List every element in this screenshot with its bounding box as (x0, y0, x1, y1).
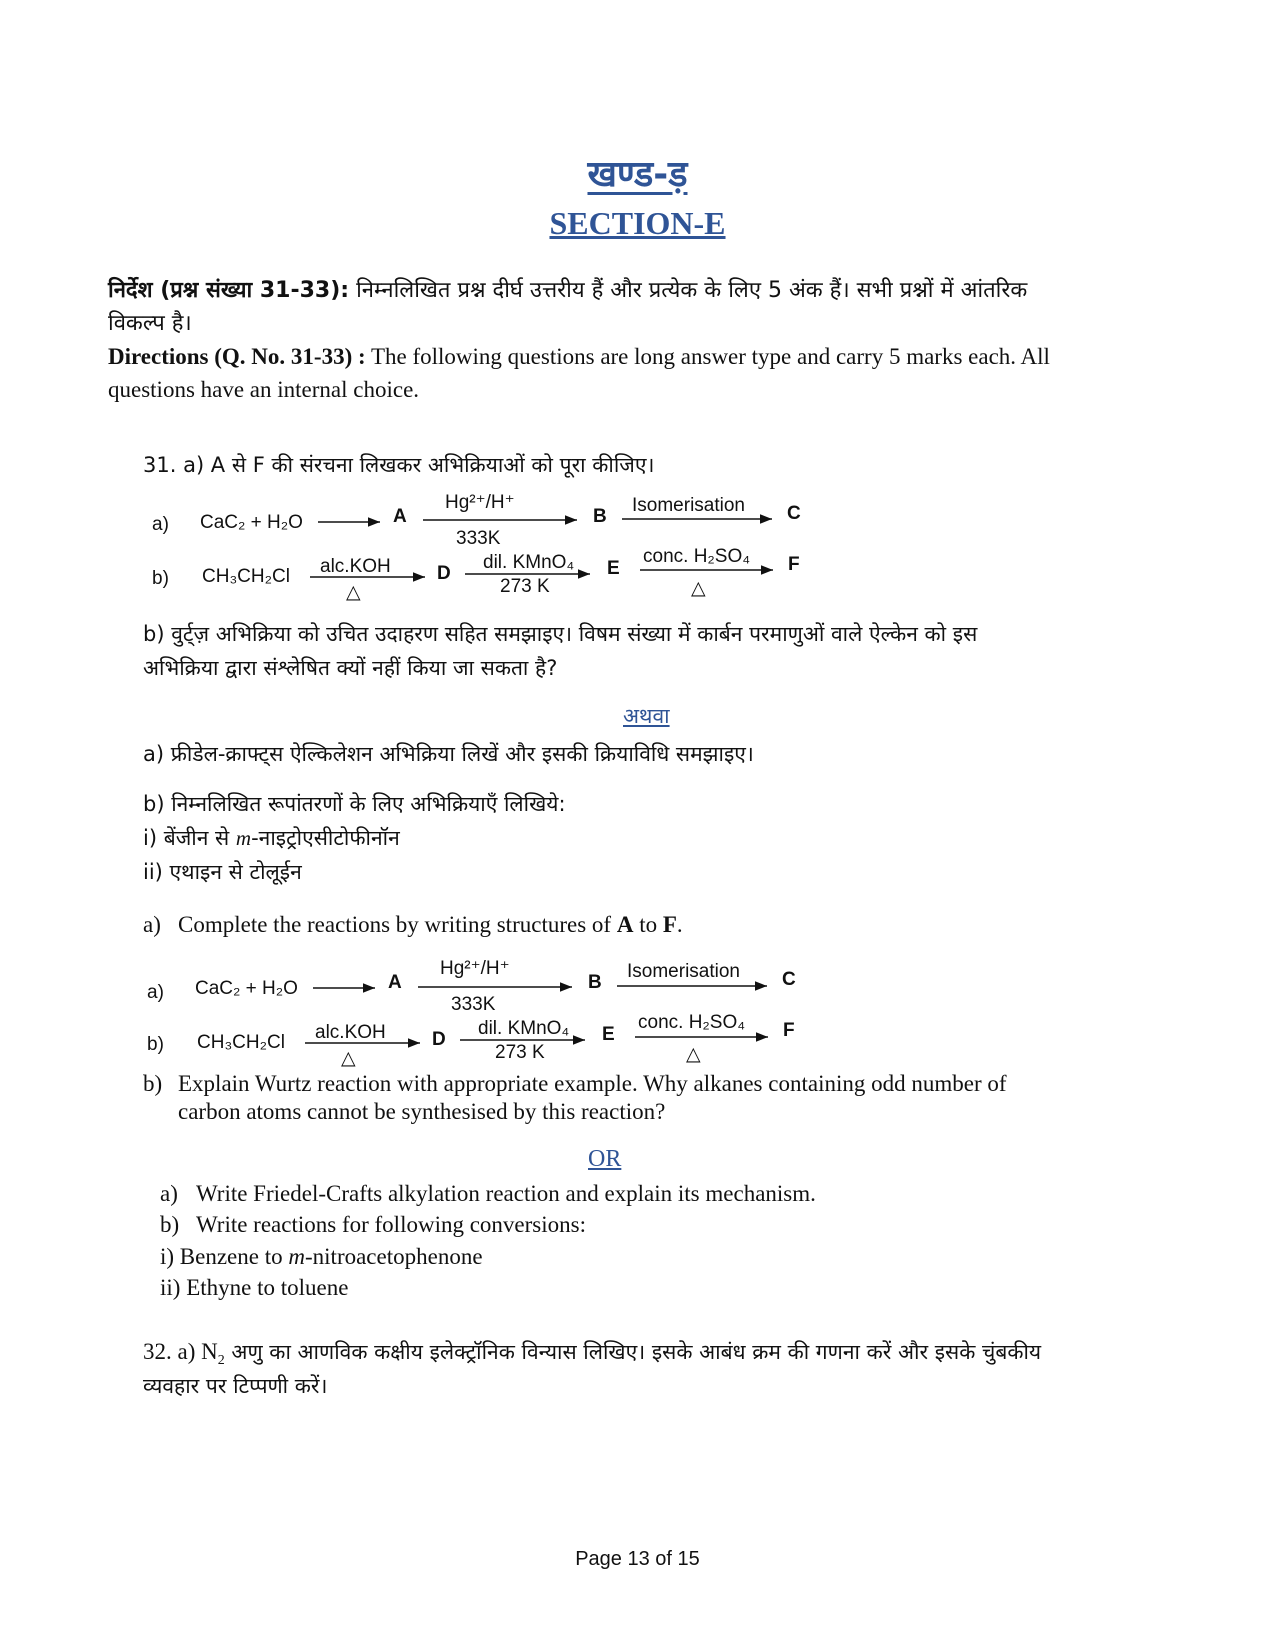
row-a-label: a) (152, 514, 169, 535)
product-F-2: F (783, 1020, 795, 1041)
product-D-2: D (432, 1029, 446, 1050)
q31-english-alt-b (160, 1208, 586, 1241)
condition-hg-h: Hg²⁺/H⁺ (445, 492, 515, 513)
q31-english-alt-ii: ii) Ethyne to toluene (160, 1275, 349, 1300)
q31-english-part-b-line1 (143, 1067, 1007, 1100)
q31-hindi-alt-i (143, 822, 400, 855)
q31-hindi-alt-ii: ii) एथाइन से टोलूईन (143, 860, 302, 884)
product-D: D (437, 563, 451, 584)
condition-conc-h2so4: conc. H₂SO₄ (643, 546, 750, 567)
product-A-2: A (388, 972, 402, 993)
reactant-ch3ch2cl-2: CH₃CH₂Cl (197, 1032, 285, 1053)
condition-dil-kmno4-2: dil. KMnO₄ (478, 1018, 570, 1039)
q31-hindi-part-b-line2: अभिक्रिया द्वारा संश्लेषित क्यों नहीं किया जा सकता है? (143, 656, 558, 680)
product-C-2: C (782, 969, 796, 990)
condition-dil-kmno4: dil. KMnO₄ (483, 552, 575, 573)
product-F: F (788, 554, 800, 575)
reactant-cac2-h2o: CaC₂ + H₂O (200, 512, 303, 533)
q31-hindi-alt-i-post: -नाइट्रोएसीटोफीनॉन (251, 826, 400, 850)
q31-english-alt-b-text: Write reactions for following conversions: (196, 1212, 586, 1237)
q31-english-b-text-1: Explain Wurtz reaction with appropriate example. Why alkanes containing odd number of (178, 1071, 1007, 1096)
directions-hindi-line1 (108, 274, 1027, 307)
condition-273k-2: 273 K (495, 1042, 545, 1063)
row-b-label: b) (152, 568, 169, 589)
row-a-label-2: a) (147, 982, 164, 1003)
q31-english-alt-a-text: Write Friedel-Crafts alkylation reaction and explain its mechanism. (196, 1181, 816, 1206)
q31-hindi-part-b-line1: b) वुर्ट्ज़ अभिक्रिया को उचित उदाहरण सहित समझाइए। विषम संख्या में कार्बन परमाणुओं वाले ऐल्केन को इस (143, 622, 978, 646)
q31-english-a-label: a) (143, 912, 161, 937)
directions-english-text: The following questions are long answer type and carry 5 marks each. All (365, 344, 1050, 369)
directions-english-line1 (108, 340, 1050, 373)
product-A: A (393, 506, 407, 527)
heat-symbol-4: △ (686, 1044, 701, 1065)
q31-english-alt-b-label: b) (160, 1212, 180, 1237)
heat-symbol-2: △ (691, 578, 706, 599)
q31-hindi-alt-i-pre: i) बेंजीन से (143, 826, 236, 850)
condition-333k: 333K (456, 528, 501, 549)
or-hindi: अथवा (623, 704, 670, 728)
condition-alc-koh-2: alc.KOH (315, 1022, 386, 1043)
page-number: Page 13 of 15 (575, 1548, 700, 1570)
condition-conc-h2so4-2: conc. H₂SO₄ (638, 1012, 745, 1033)
condition-isomerisation: Isomerisation (632, 495, 745, 516)
directions-hindi-line2: विकल्प है। (108, 311, 192, 336)
or-english: OR (588, 1146, 622, 1172)
product-C: C (787, 503, 801, 524)
q31-hindi-alt-b: b) निम्नलिखित रूपांतरणों के लिए अभिक्रियाएँ लिखिये: (143, 792, 566, 816)
section-title-hindi: खण्ड-ड़ (587, 154, 688, 195)
directions-english-line2: questions have an internal choice. (108, 377, 420, 402)
section-title-english: SECTION-E (549, 205, 726, 241)
q31-english-alt-a (160, 1177, 816, 1210)
condition-alc-koh: alc.KOH (320, 556, 391, 577)
q31-hindi-alt-a: a) फ्रीडेल-क्राफ्ट्स ऐल्किलेशन अभिक्रिया लिखें और इसकी क्रियाविधि समझाइए। (143, 742, 754, 766)
reaction-scheme-hindi (140, 486, 820, 602)
heat-symbol-1: △ (346, 582, 361, 602)
q31-english-b-label: b) (143, 1071, 163, 1096)
condition-273k: 273 K (500, 576, 550, 597)
q31-hindi-alt-i-m: m (235, 826, 252, 850)
directions-hindi-text: निम्नलिखित प्रश्न दीर्घ उत्तरीय हैं और प्रत्येक के लिए 5 अंक हैं। सभी प्रश्नों में आंतरिक (349, 278, 1028, 303)
q31-hindi-part-a: 31. a) A से F की संरचना लिखकर अभिक्रियाओं को पूरा कीजिए। (143, 453, 655, 477)
condition-333k-2: 333K (451, 994, 496, 1015)
q32-line1: 32. a) $N_2$ अणु का आणविक कक्षीय इलेक्ट्रॉनिक विन्यास लिखिए। इसके आबंध क्रम की गणना करें और इसके चुंबकीय (143, 1339, 1042, 1369)
q31-english-alt-i: i) Benzene to m-nitroacetophenone (160, 1244, 483, 1269)
product-E: E (607, 558, 620, 579)
product-B: B (593, 506, 607, 527)
heat-symbol-3: △ (341, 1048, 356, 1068)
condition-hg-h-2: Hg²⁺/H⁺ (440, 958, 510, 979)
reaction-scheme-english (135, 952, 815, 1068)
q32-line2: व्यवहार पर टिप्पणी करें। (143, 1374, 328, 1398)
reactant-ch3ch2cl: CH₃CH₂Cl (202, 566, 290, 587)
q31-english-a-text: Complete the reactions by writing structures of A to F. (178, 912, 683, 937)
product-E-2: E (602, 1024, 615, 1045)
condition-isomerisation-2: Isomerisation (627, 961, 740, 982)
reactant-cac2-h2o-2: CaC₂ + H₂O (195, 978, 298, 999)
q31-english-alt-a-label: a) (160, 1181, 178, 1206)
q31-english-part-a (143, 908, 683, 941)
row-b-label-2: b) (147, 1034, 164, 1055)
directions-hindi-label: निर्देश (प्रश्न संख्या 31-33): (108, 278, 350, 303)
directions-english-label: Directions (Q. No. 31-33) : (108, 344, 366, 369)
product-B-2: B (588, 972, 602, 993)
q31-english-part-b-line2: carbon atoms cannot be synthesised by this reaction? (178, 1099, 666, 1124)
